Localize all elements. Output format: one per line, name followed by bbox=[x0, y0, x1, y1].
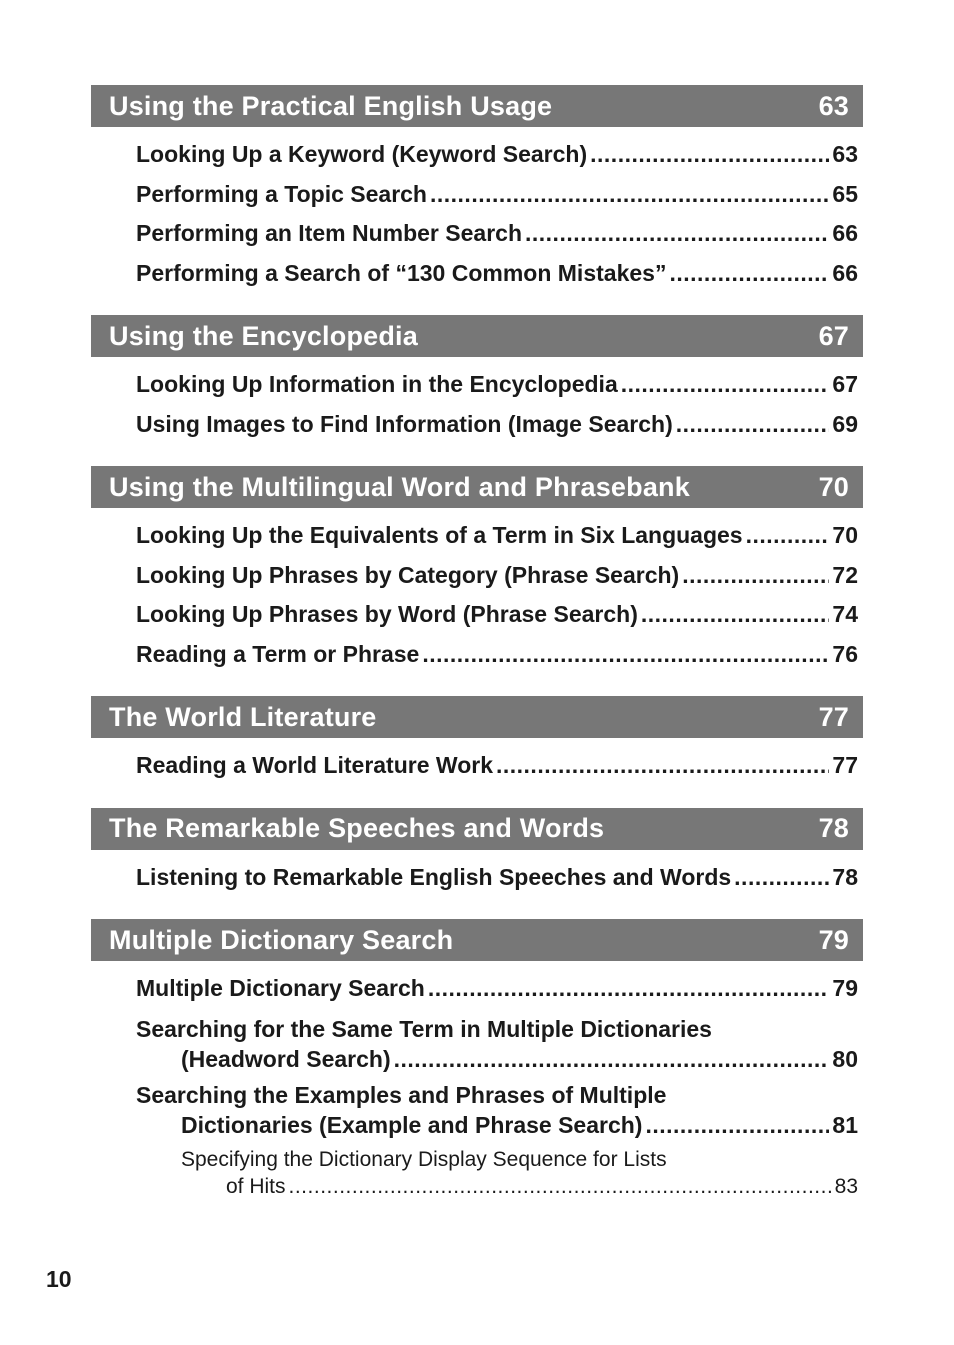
dot-leader bbox=[525, 214, 829, 254]
toc-section bbox=[91, 466, 863, 674]
entry-page: 66 bbox=[832, 220, 858, 246]
section-page: 63 bbox=[818, 90, 849, 121]
dot-leader bbox=[430, 175, 829, 215]
entry-title: Performing an Item Number Search bbox=[136, 220, 522, 246]
section-title: Using the Multilingual Word and Phrasebank bbox=[109, 471, 690, 502]
entry-title: Listening to Remarkable English Speeches and Words bbox=[136, 863, 732, 890]
dot-leader bbox=[621, 365, 830, 405]
dot-leader bbox=[746, 516, 830, 556]
entry-title: Reading a World Literature Work bbox=[136, 752, 493, 778]
section-header[interactable] bbox=[91, 808, 863, 850]
section-page: 77 bbox=[818, 701, 849, 732]
toc-entry-multiline[interactable] bbox=[136, 1080, 858, 1140]
entry-page: 79 bbox=[832, 975, 858, 1001]
entry-title: Multiple Dictionary Search bbox=[136, 975, 425, 1001]
section-header[interactable] bbox=[91, 919, 863, 961]
entry-title: Looking Up Information in the Encyclopedia bbox=[136, 371, 618, 397]
section-page: 78 bbox=[818, 813, 849, 843]
toc-entry[interactable] bbox=[136, 969, 858, 1009]
entry-title: Looking Up Phrases by Word (Phrase Search) bbox=[136, 601, 638, 627]
toc-entry[interactable] bbox=[136, 858, 858, 898]
section-title: Multiple Dictionary Search bbox=[109, 924, 454, 955]
toc-subentry[interactable] bbox=[181, 1146, 858, 1200]
toc-entry[interactable] bbox=[136, 405, 858, 445]
page-number: 10 bbox=[46, 1266, 72, 1292]
toc-entry[interactable] bbox=[136, 365, 858, 405]
toc-entry[interactable] bbox=[136, 135, 858, 175]
toc-section bbox=[91, 808, 863, 898]
toc-entry[interactable] bbox=[136, 635, 858, 675]
entry-title: Looking Up a Keyword (Keyword Search) bbox=[136, 141, 588, 167]
dot-leader bbox=[394, 1044, 830, 1074]
entry-page: 63 bbox=[832, 141, 858, 167]
section-page: 67 bbox=[818, 320, 849, 351]
section-page: 79 bbox=[818, 924, 849, 955]
toc-entry[interactable] bbox=[136, 516, 858, 556]
section-title: The World Literature bbox=[109, 701, 377, 732]
section-page: 70 bbox=[818, 471, 849, 502]
entry-page: 78 bbox=[832, 863, 858, 890]
toc-section bbox=[91, 696, 863, 786]
toc-entry[interactable] bbox=[136, 595, 858, 635]
entry-page: 74 bbox=[832, 601, 858, 627]
entry-page: 65 bbox=[832, 180, 858, 207]
entry-page: 66 bbox=[832, 259, 858, 286]
entry-title: Looking Up Phrases by Category (Phrase Search) bbox=[136, 561, 680, 588]
entry-page: 72 bbox=[832, 561, 858, 588]
section-header[interactable] bbox=[91, 466, 863, 508]
dot-leader bbox=[428, 969, 830, 1009]
toc-entry[interactable] bbox=[136, 214, 858, 254]
subentry-page: 83 bbox=[834, 1174, 858, 1198]
entry-title-line2: Dictionaries (Example and Phrase Search) bbox=[181, 1111, 643, 1138]
subentry-title-line2: of Hits bbox=[226, 1174, 286, 1198]
toc-entry[interactable] bbox=[136, 175, 858, 215]
section-header[interactable] bbox=[91, 696, 863, 738]
entry-title-line2: (Headword Search) bbox=[181, 1045, 391, 1072]
table-of-contents bbox=[91, 85, 863, 1222]
toc-section bbox=[91, 919, 863, 1200]
entry-title: Looking Up the Equivalents of a Term in Six Languages bbox=[136, 522, 743, 548]
toc-entry[interactable] bbox=[136, 254, 858, 294]
entry-page: 81 bbox=[832, 1111, 858, 1138]
dot-leader bbox=[590, 135, 829, 175]
toc-section bbox=[91, 85, 863, 293]
section-title: Using the Practical English Usage bbox=[109, 90, 553, 121]
entry-title: Reading a Term or Phrase bbox=[136, 640, 420, 667]
entry-title-line1: Searching the Examples and Phrases of Multiple bbox=[136, 1081, 667, 1108]
dot-leader bbox=[682, 556, 829, 596]
dot-leader bbox=[496, 746, 829, 786]
dot-leader bbox=[641, 595, 830, 635]
dot-leader bbox=[645, 1110, 829, 1140]
toc-entry[interactable] bbox=[136, 746, 858, 786]
entry-page: 76 bbox=[832, 640, 858, 667]
dot-leader bbox=[289, 1173, 832, 1200]
entry-page: 67 bbox=[832, 371, 858, 397]
entry-title: Performing a Topic Search bbox=[136, 180, 427, 207]
dot-leader bbox=[422, 635, 829, 675]
entry-title: Using Images to Find Information (Image Search) bbox=[136, 410, 673, 437]
section-title: The Remarkable Speeches and Words bbox=[109, 813, 605, 843]
section-header[interactable] bbox=[91, 315, 863, 357]
entry-title: Performing a Search of “130 Common Mistakes” bbox=[136, 259, 667, 286]
entry-page: 70 bbox=[832, 522, 858, 548]
entry-page: 80 bbox=[832, 1045, 858, 1072]
toc-section bbox=[91, 315, 863, 444]
entry-page: 69 bbox=[832, 410, 858, 437]
dot-leader bbox=[734, 858, 829, 898]
dot-leader bbox=[676, 405, 830, 445]
subentry-title-line1: Specifying the Dictionary Display Sequence for Lists bbox=[181, 1147, 667, 1171]
section-title: Using the Encyclopedia bbox=[109, 320, 418, 351]
toc-entry[interactable] bbox=[136, 556, 858, 596]
entry-page: 77 bbox=[832, 752, 858, 778]
section-header[interactable] bbox=[91, 85, 863, 127]
toc-entry-multiline[interactable] bbox=[136, 1014, 858, 1074]
dot-leader bbox=[669, 254, 829, 294]
entry-title-line1: Searching for the Same Term in Multiple Dictionaries bbox=[136, 1015, 712, 1042]
